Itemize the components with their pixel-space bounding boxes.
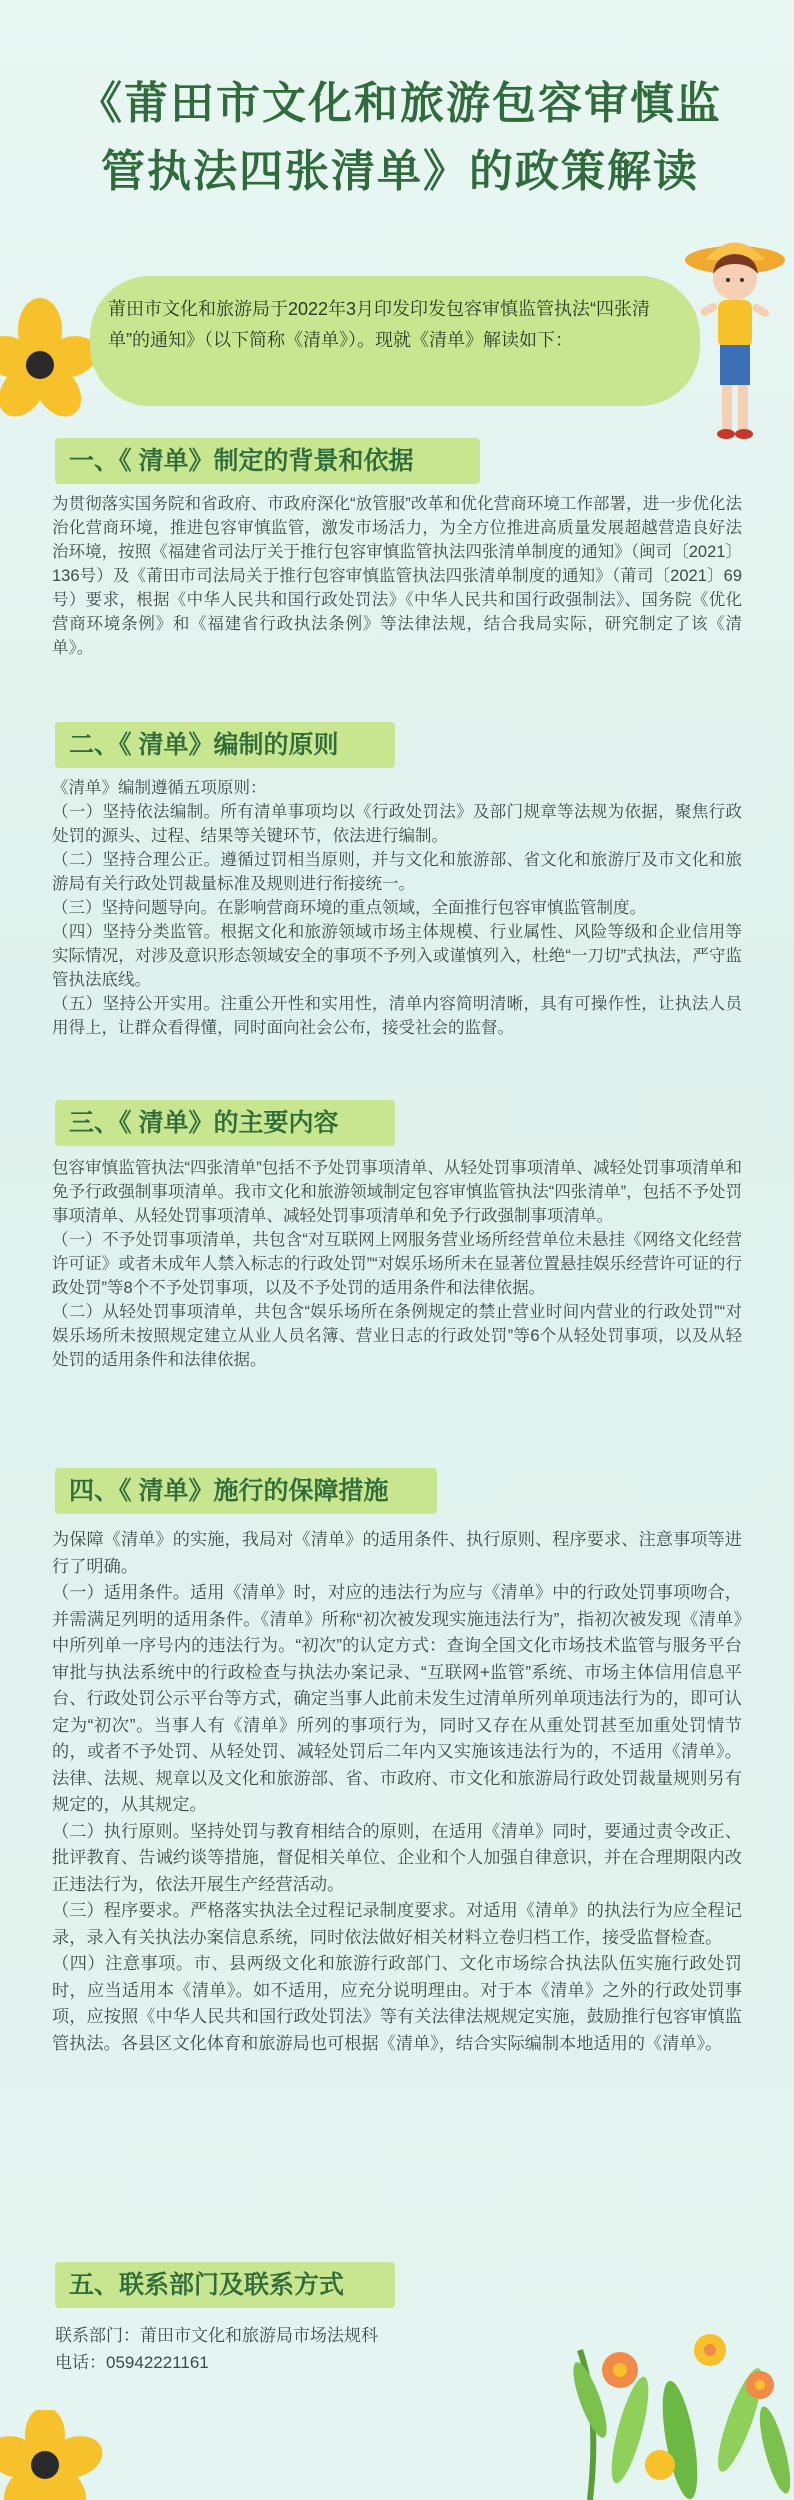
section-heading-5: 五、联系部门及联系方式	[55, 2262, 395, 2308]
yellow-flower-icon	[0, 290, 95, 440]
contact-info	[55, 2322, 555, 2376]
paragraph: （三）坚持问题导向。在影响营商环境的重点领域，全面推行包容审慎监管制度。	[52, 899, 646, 917]
title-line-2: 管执法四张清单》的政策解读	[101, 146, 699, 197]
section-heading-4: 四、《 清单》施行的保障措施	[55, 1468, 437, 1514]
paragraph: （二）坚持合理公正。遵循过罚相当原则，并与文化和旅游部、省文化和旅游厅及市文化和旅游局有关行政处罚裁量标准及规则进行衔接统一。	[52, 851, 742, 893]
contact-dept: 联系部门：莆田市文化和旅游局市场法规科	[55, 2326, 378, 2345]
paragraph: （二）执行原则。坚持处罚与教育相结合的原则，在适用《清单》同时，要通过责令改正、批评教育、告诫约谈等措施，督促相关单位、企业和个人加强自律意识，并在合理期限内改正违法行为，依法开展生产经营活动。	[52, 1820, 742, 1894]
paragraph: （一）不予处罚事项清单，共包含“对互联网上网服务营业场所经营单位未悬挂《网络文化经营许可证》或者未成年人禁入标志的行政处罚”“对娱乐场所未在显著位置悬挂娱乐经营许可证的行政处罚”等8个不予处罚事项，以及不予处罚的适用条件和法律依据。	[52, 1231, 742, 1297]
paragraph: （一）适用条件。适用《清单》时，对应的违法行为应与《清单》中的行政处罚事项吻合，并需满足列明的适用条件。《清单》所称“初次被发现实施违法行为”，指初次被发现《清单》中所列单一序号内的违法行为。“初次”的认定方式：查询全国文化市场技术监管与服务平台审批与执法系统中的行政检查与执法办案记录、“互联网+监管”系统、市场主体信用信息平台、行政处罚公示平台等方式，确定当事人此前未发生过清单所列单项违法行为的，即可认定为“初次”。当事人有《清单》所列的事项行为，同时又存在从重处罚甚至加重处罚情节的，或者不予处罚、从轻处罚、减轻处罚后二年内又实施该违法行为的，不适用《清单》。法律、法规、规章以及文化和旅游部、省、市政府、市文化和旅游局行政处罚裁量规则另有规定的，从其规定。	[52, 1582, 742, 1814]
plants-illustration	[560, 2290, 794, 2500]
section-body-4	[52, 1526, 742, 2056]
section-body-1	[52, 492, 742, 660]
paragraph: （三）程序要求。严格落实执法全过程记录制度要求。对适用《清单》的执法行为应全程记录，录入有关执法办案信息系统，同时依法做好相关材料立卷归档工作，接受监督检查。	[52, 1900, 742, 1947]
title-line-1: 《莆田市文化和旅游包容审慎监	[78, 78, 722, 129]
section-body-3	[52, 1156, 742, 1372]
section-heading-3: 三、《 清单》的主要内容	[55, 1100, 395, 1146]
paragraph: （一）坚持依法编制。所有清单事项均以《行政处罚法》及部门规章等法规为依据，聚焦行政处罚的源头、过程、结果等关键环节，依法进行编制。	[52, 803, 742, 845]
intro-text: 莆田市文化和旅游局于2022年3月印发印发包容审慎监管执法“四张清单”的通知》（以下简称《清单》）。现就《清单》解读如下：	[108, 299, 651, 350]
paragraph: （四）坚持分类监管。根据文化和旅游领域市场主体规模、行业属性、风险等级和企业信用等实际情况，对涉及意识形态领域安全的事项不予列入或谨慎列入，杜绝“一刀切”式执法，严守监管执法底线。	[52, 923, 742, 989]
paragraph: （四）注意事项。市、县两级文化和旅游行政部门、文化市场综合执法队伍实施行政处罚时，应当适用本《清单》。如不适用，应充分说明理由。对于本《清单》之外的行政处罚事项，应按照《中华人民共和国行政处罚法》等有关法律法规规定实施，鼓励推行包容审慎监管执法。各县区文化体育和旅游局也可根据《清单》，结合实际编制本地适用的《清单》。	[52, 1953, 742, 2053]
section-body-2	[52, 776, 742, 1040]
section-heading-2: 二、《 清单》编制的原则	[55, 722, 395, 768]
page-title	[60, 70, 740, 206]
contact-phone: 电话：05942221161	[55, 2353, 209, 2372]
paragraph: 《清单》编制遵循五项原则：	[52, 779, 267, 797]
paragraph: （二）从轻处罚事项清单，共包含“娱乐场所在条例规定的禁止营业时间内营业的行政处罚”“对娱乐场所未按照规定建立从业人员名簿、营业日志的行政处罚”等6个从轻处罚事项，以及从轻处罚的适用条件和法律依据。	[52, 1303, 742, 1369]
paragraph: 为保障《清单》的实施，我局对《清单》的适用条件、执行原则、程序要求、注意事项等进行了明确。	[52, 1529, 742, 1576]
yellow-flower-icon	[0, 2410, 110, 2500]
intro-box	[90, 276, 700, 406]
paragraph: 为贯彻落实国务院和省政府、市政府深化“放管服”改革和优化营商环境工作部署，进一步优化法治化营商环境，推进包容审慎监管，激发市场活力，为全方位推进高质量发展超越营造良好法治环境，按照《福建省司法厅关于推行包容审慎监管执法四张清单制度的通知》（闽司〔2021〕136号）及《莆田市司法局关于推行包容审慎监管执法四张清单制度的通知》（莆司〔2021〕69号）要求，根据《中华人民共和国行政处罚法》《中华人民共和国行政强制法》、国务院《优化营商环境条例》和《福建省行政执法条例》等法律法规，结合我局实际，研究制定了该《清单》。	[52, 495, 742, 657]
paragraph: 包容审慎监管执法“四张清单”包括不予处罚事项清单、从轻处罚事项清单、减轻处罚事项清单和免予行政强制事项清单。我市文化和旅游领域制定包容审慎监管执法“四张清单”，包括不予处罚事项清单、从轻处罚事项清单、减轻处罚事项清单和免予行政强制事项清单。	[52, 1159, 742, 1225]
section-heading-1: 一、《 清单》制定的背景和依据	[55, 438, 480, 484]
paragraph: （五）坚持公开实用。注重公开性和实用性，清单内容简明清晰，具有可操作性，让执法人员用得上，让群众看得懂，同时面向社会公布，接受社会的监督。	[52, 995, 742, 1037]
